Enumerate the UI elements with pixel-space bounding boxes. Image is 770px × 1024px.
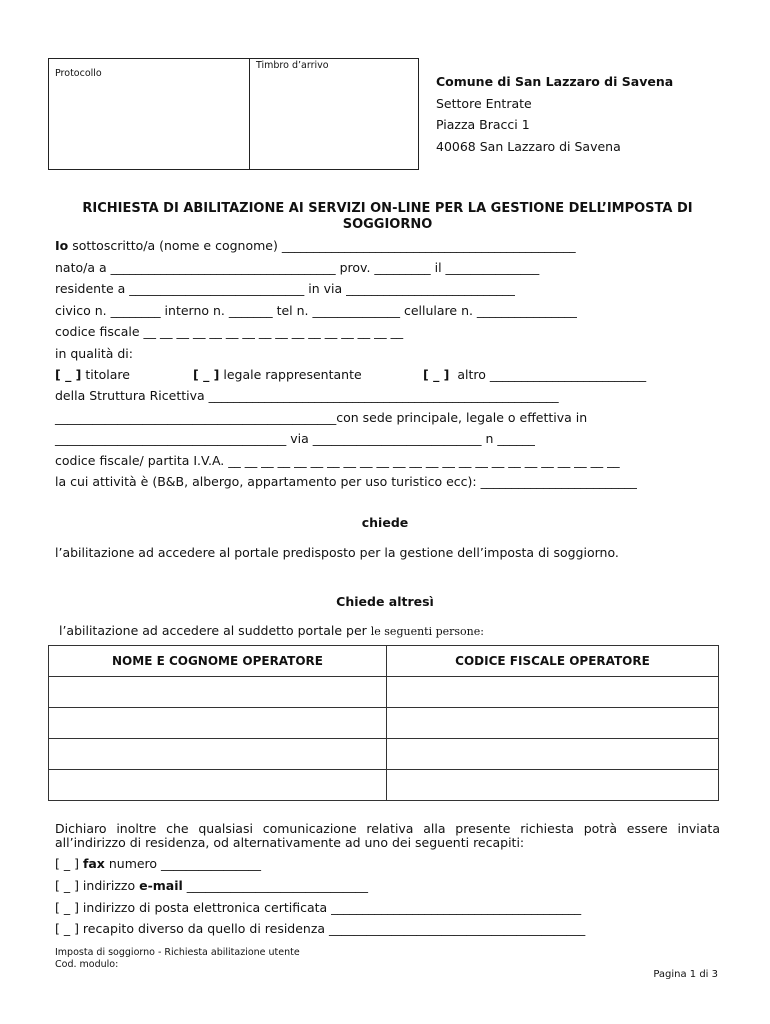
fax-checkbox: [ _ ] xyxy=(55,856,83,871)
table-row xyxy=(49,677,719,708)
header-codice: CODICE FISCALE OPERATORE xyxy=(387,646,719,677)
protocol-stamp-box xyxy=(48,58,419,170)
email-field: _____________________________ xyxy=(182,878,369,893)
cell-codice[interactable] xyxy=(387,677,719,708)
titolare-checkbox: [ _ ] xyxy=(55,367,82,382)
header-nome: NOME E COGNOME OPERATORE xyxy=(49,646,387,677)
recipient-name: Comune di San Lazzaro di Savena xyxy=(436,74,674,89)
recapito-option: [ _ ] recapito diverso da quello di residenza _________________________________________ xyxy=(55,921,586,936)
document-title: RICHIESTA DI ABILITAZIONE AI SERVIZI ON-LINE PER LA GESTIONE DELL’IMPOSTA DI SOGGIORNO xyxy=(82,201,693,232)
recipient-city: 40068 San Lazzaro di Savena xyxy=(436,139,621,154)
recipient-office: Settore Entrate xyxy=(436,96,532,111)
operators-table xyxy=(48,645,719,801)
cell-codice[interactable] xyxy=(387,770,719,801)
chiede-text: l’abilitazione ad accedere al portale predisposto per la gestione dell’imposta di soggiorno. xyxy=(55,545,619,560)
struttura-line: della Struttura Ricettiva ________________________________________________________ xyxy=(55,388,559,403)
page-number: Pagina 1 di 3 xyxy=(653,969,718,980)
email-option xyxy=(55,878,368,893)
role-heading: in qualità di: xyxy=(55,346,133,361)
fax-field: numero ________________ xyxy=(104,856,262,871)
stamp-divider xyxy=(249,59,250,169)
sede-address-line: _____________________________________ via ___________________________ n ______ xyxy=(55,431,535,446)
timbro-label: Timbro d’arrivo xyxy=(256,60,329,71)
sede-line: _____________________________________________con sede principale, legale o effettiva in xyxy=(55,410,588,425)
email-label: e-mail xyxy=(139,878,183,893)
email-checkbox: [ _ ] indirizzo xyxy=(55,878,140,893)
io-label: Io xyxy=(55,238,69,253)
vat-line: codice fiscale/ partita I.V.A. __ __ __ __ __ __ __ __ __ __ __ __ __ __ __ __ __ __ __ __ __ __ __ __ xyxy=(55,453,620,468)
protocollo-label: Protocollo xyxy=(55,68,102,79)
contact-line: civico n. ________ interno n. _______ tel n. ______________ cellulare n. ________________ xyxy=(55,303,577,318)
table-row xyxy=(49,770,719,801)
cell-nome[interactable] xyxy=(49,770,387,801)
name-field-text: sottoscritto/a (nome e cognome) _______________________________________________ xyxy=(68,238,576,253)
chiede-heading: chiede xyxy=(361,515,409,530)
recipient-street: Piazza Bracci 1 xyxy=(436,117,530,132)
legale-label: legale rappresentante xyxy=(219,367,362,382)
cell-nome[interactable] xyxy=(49,677,387,708)
footer-form-code: Cod. modulo: xyxy=(55,959,119,970)
role-titolare xyxy=(55,367,130,382)
role-altro xyxy=(423,367,646,382)
fiscal-code-line: codice fiscale __ __ __ __ __ __ __ __ __ __ __ __ __ __ __ __ xyxy=(55,324,404,339)
dichiaro-text-2: all’indirizzo di residenza, od alternativamente ad uno dei seguenti recapiti: xyxy=(55,835,525,850)
cell-nome[interactable] xyxy=(49,708,387,739)
titolare-label: titolare xyxy=(81,367,130,382)
activity-line: la cui attività è (B&B, albergo, appartamento per uso turistico ecc): _________________________ xyxy=(55,474,637,489)
residence-line: residente a ____________________________ in via ___________________________ xyxy=(55,281,515,296)
footer-form-title: Imposta di soggiorno - Richiesta abilitazione utente xyxy=(55,947,300,958)
altresi-serif-text: le seguenti persone: xyxy=(370,625,484,638)
table-header-row xyxy=(49,646,719,677)
name-line xyxy=(55,238,576,253)
fax-option xyxy=(55,856,261,871)
dichiaro-text-1: Dichiaro inoltre che qualsiasi comunicazione relativa alla presente richiesta potrà essere inviata xyxy=(55,821,720,836)
altresi-main-text: l’abilitazione ad accedere al suddetto portale per xyxy=(55,623,371,638)
altro-checkbox: [ _ ] xyxy=(423,367,450,382)
chiede-altresi-heading: Chiede altresì xyxy=(336,594,434,609)
altro-label: altro _________________________ xyxy=(449,367,647,382)
table-row xyxy=(49,739,719,770)
fax-label: fax xyxy=(82,856,105,871)
role-legale xyxy=(193,367,362,382)
legale-checkbox: [ _ ] xyxy=(193,367,220,382)
chiede-altresi-text xyxy=(55,623,484,638)
table-row xyxy=(49,708,719,739)
cell-codice[interactable] xyxy=(387,708,719,739)
birth-line: nato/a a ____________________________________ prov. _________ il _______________ xyxy=(55,260,540,275)
cell-nome[interactable] xyxy=(49,739,387,770)
pec-option: [ _ ] indirizzo di posta elettronica certificata ________________________________________ xyxy=(55,900,582,915)
cell-codice[interactable] xyxy=(387,739,719,770)
